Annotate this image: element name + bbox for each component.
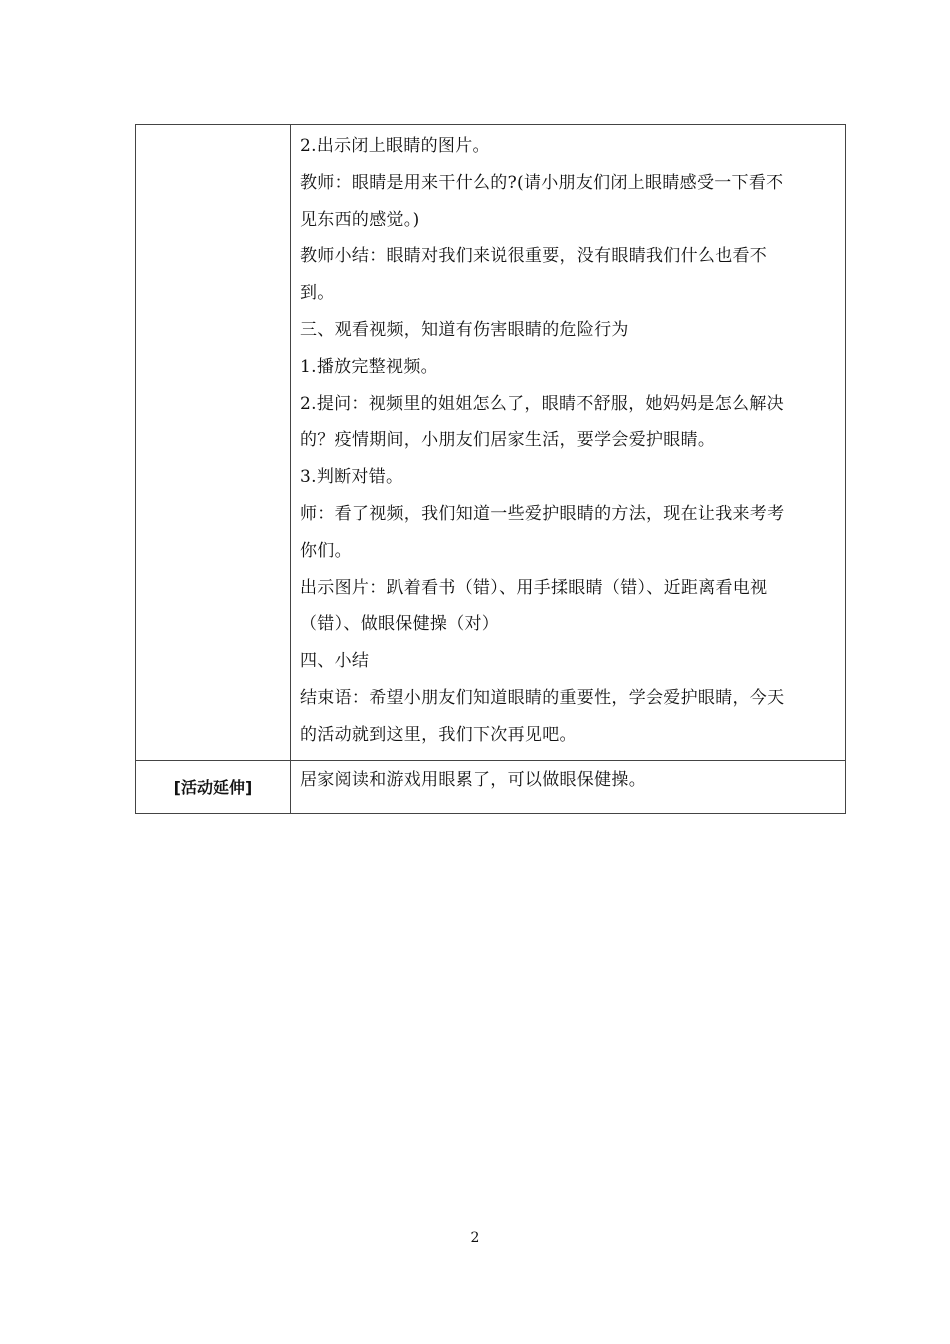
section-heading: 四、小结 <box>300 651 370 672</box>
process-line: 3.判断对错。 <box>300 467 404 488</box>
process-line: 到。 <box>300 283 335 304</box>
process-line: 结束语：希望小朋友们知道眼睛的重要性，学会爱护眼睛，今天 <box>300 687 785 708</box>
activity-process-row <box>136 125 846 761</box>
activity-extension-content <box>291 760 846 813</box>
activity-extension-row <box>136 760 846 813</box>
process-line: 教师小结：眼睛对我们来说很重要，没有眼睛我们什么也看不 <box>300 246 768 267</box>
process-line: 出示图片：趴着看书（错）、用手揉眼睛（错）、近距离看电视 <box>300 577 768 598</box>
section-heading: 三、观看视频，知道有伤害眼睛的危险行为 <box>300 319 629 340</box>
activity-process-label-cell <box>136 125 291 761</box>
process-line: 的活动就到这里，我们下次再见吧。 <box>300 724 577 745</box>
process-line: 2.出示闭上眼睛的图片。 <box>300 136 490 156</box>
process-line: 师：看了视频，我们知道一些爱护眼睛的方法，现在让我来考考 <box>300 503 785 524</box>
activity-extension-label: [活动延伸] <box>173 778 253 798</box>
process-line: 2.提问：视频里的姐姐怎么了，眼睛不舒服，她妈妈是怎么解决 <box>300 393 784 414</box>
activity-extension-label-cell <box>136 760 291 813</box>
activity-extension-text: 居家阅读和游戏用眼累了，可以做眼保健操。 <box>300 769 646 790</box>
lesson-plan-table <box>135 124 846 814</box>
activity-process-content <box>291 125 846 761</box>
process-line: 1.播放完整视频。 <box>300 356 438 377</box>
process-line: 教师：眼睛是用来干什么的?(请小朋友们闭上眼睛感受一下看不 <box>300 172 784 193</box>
process-line: 见东西的感觉。) <box>300 209 420 230</box>
page-number: 2 <box>470 1230 480 1246</box>
process-line: （错）、做眼保健操（对） <box>300 614 500 635</box>
process-line: 的？疫情期间，小朋友们居家生活，要学会爱护眼睛。 <box>300 430 716 451</box>
process-line: 你们。 <box>300 540 352 561</box>
